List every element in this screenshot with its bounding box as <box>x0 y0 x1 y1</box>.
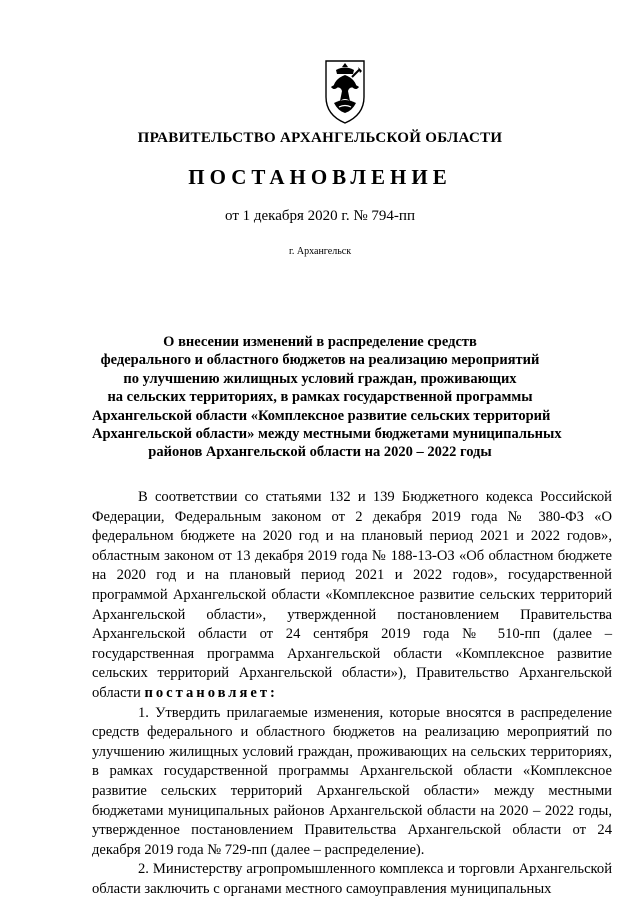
resolves-colon: : <box>270 684 275 701</box>
preamble-text: В соответствии со статьями 132 и 139 Бюджетного кодекса Российской Федерации, Федеральным законом от 2 декабря 2019 года № 380-ФЗ «О федеральном бюджете на 2020 год и на плановый период 2021 и 2022 годов», областным законом от 13 декабря 2019 года № 188-13-ОЗ «Об областном бюджете на 2020 год и на плановый период 2021 и 2022 годов», государственной программой Архангельской области «Комплексное развитие сельских территорий Архангельской области», утвержденной постановлением Правительства Архангельской области от 24 сентября 2019 года № 510-пп (далее – государственная программа Архангельской области «Комплексное развитие сельских территорий Архангельской области»), Правительство Архангельской области <box>92 489 612 701</box>
title-line: О внесении изменений в распределение средств <box>163 334 477 350</box>
item-2-paragraph: 2. Министерству агропромышленного комплекса и торговли Архангельской области заключить с органами местного самоуправления муниципальных <box>92 861 612 897</box>
title-line: Архангельской области «Комплексное развитие сельских территорий <box>92 407 551 424</box>
document-body <box>92 488 612 899</box>
government-name: ПРАВИТЕЛЬСТВО АРХАНГЕЛЬСКОЙ ОБЛАСТИ <box>137 130 503 146</box>
coat-of-arms-emblem <box>322 57 368 127</box>
date-number: от 1 декабря 2020 г. № 794-пп <box>225 208 415 224</box>
resolves-word: постановляет <box>144 684 271 701</box>
preamble-paragraph <box>92 488 612 704</box>
city: г. Архангельск <box>288 246 352 257</box>
title-line: на сельских территориях, в рамках государственной программы <box>107 389 533 406</box>
title-line: по улучшению жилищных условий граждан, проживающих <box>123 370 517 387</box>
item-1-paragraph: 1. Утвердить прилагаемые изменения, которые вносятся в распределение средств федерального и областного бюджетов на реализацию мероприятий по улучшению жилищных условий граждан, проживающих на сельских территориях, в рамках государственной программы Архангельской области «Комплексное развитие сельских территорий Архангельской области» между местными бюджетами муниципальных районов Архангельской области на 2020 – 2022 годы, утвержденное постановлением Правительства Архангельской области от 24 декабря 2019 года № 729-пп (далее – распределение). <box>92 704 612 858</box>
title-line: Архангельской области» между местными бюджетами муниципальных <box>92 426 562 443</box>
document-type: ПОСТАНОВЛЕНИЕ <box>188 165 452 189</box>
title-line: районов Архангельской области на 2020 – 2022 годы <box>148 444 492 461</box>
title-line: федерального и областного бюджетов на реализацию мероприятий <box>100 352 540 369</box>
document-title <box>92 333 562 462</box>
